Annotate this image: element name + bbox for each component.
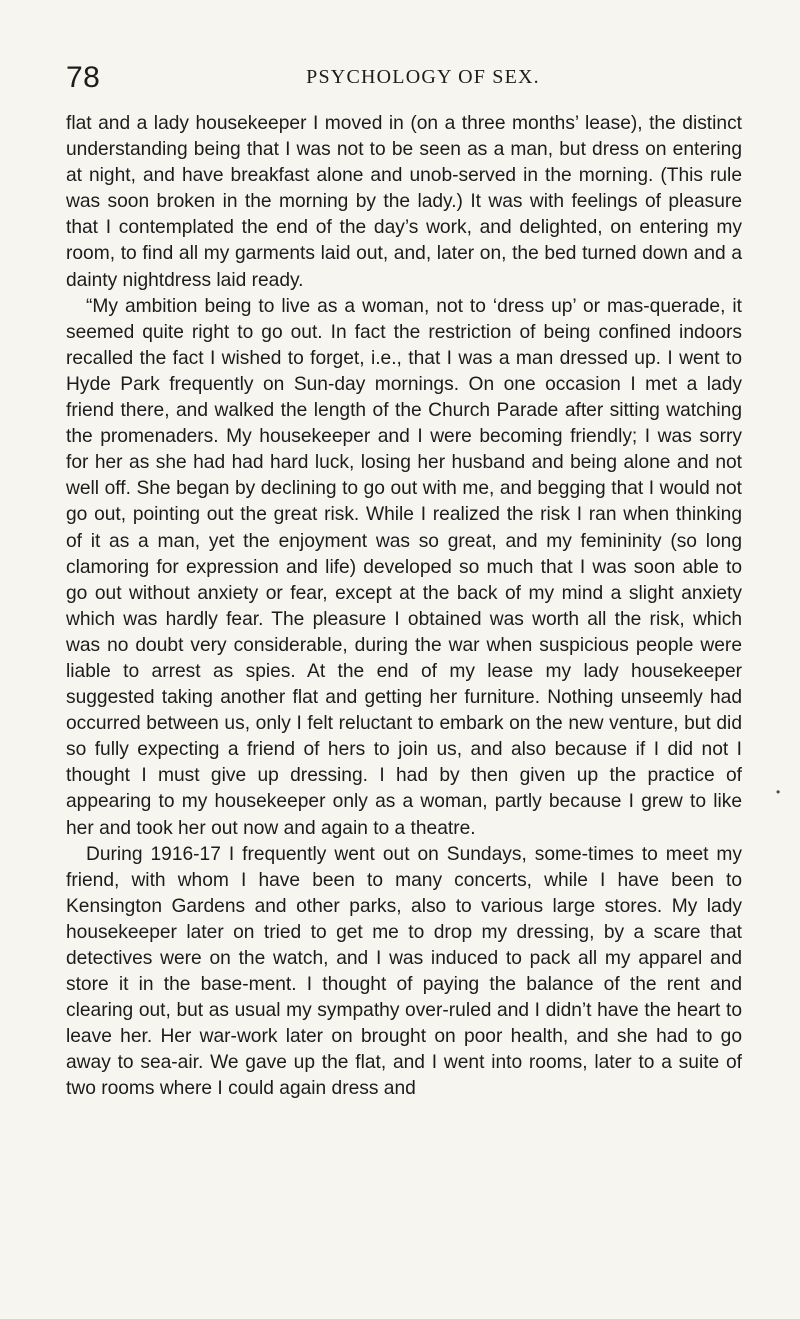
page-number: 78 [66,61,101,94]
paragraph-continued: flat and a lady housekeeper I moved in (on a three months’ lease), the distinct understanding being that I was not to be seen as a man, but dress on entering at night, and have breakfast alone and unob-served in the morning. (This rule was soon broken in the morning by the lady.) It was with feelings of pleasure that I contemplated the end of the day’s work, and delighted, on entering my room, to find all my garments laid out, and, later on, the bed turned down and a dainty nightdress laid ready. [66,113,742,291]
running-title: PSYCHOLOGY OF SEX. [306,66,540,88]
paragraph-quoted: “My ambition being to live as a woman, not to ‘dress up’ or mas-querade, it seemed quite right to go out. In fact the restriction of being confined indoors recalled the fact I wished to forget, i.e., that I was a man dressed up. I went to Hyde Park frequently on Sun-day mornings. On one occasion I met a lady friend there, and walked the length of the Church Parade after sitting watching the promenaders. My housekeeper and I were becoming friendly; I was sorry for her as she had had hard luck, losing her husband and being alone and not well off. She began by declining to go out with me, and begging that I would not go out, pointing out the great risk. While I realized the risk I ran when thinking of it as a man, yet the enjoyment was so great, and my femininity (so long clamoring for expression and life) developed so much that I was soon able to go out without anxiety or fear, except at the back of my mind a slight anxiety which was hardly fear. The pleasure I obtained was worth all the risk, which was no doubt very considerable, during the war when suspicious people were liable to arrest as spies. At the end of my lease my lady housekeeper suggested taking another flat and getting her furniture. Nothing unseemly had occurred between us, only I felt reluctant to embark on the new venture, but did so fully expecting a friend of hers to join us, and also because if I did not I thought I must give up dressing. I had by then given up the practice of appearing to my housekeeper only as a woman, partly because I grew to like her and took her out now and again to a theatre. [66,295,742,839]
running-head [66,60,740,100]
paragraph: During 1916-17 I frequently went out on Sundays, some-times to meet my friend, with whom I have been to many concerts, while I have been to Kensington Gardens and other parks, also to various large stores. My lady housekeeper later on tried to get me to drop my dressing, by a scare that detectives were on the watch, and I was induced to pack all my apparel and store it in the base-ment. I thought of paying the balance of the rent and clearing out, but as usual my sympathy over-ruled and I didn’t have the heart to leave her. Her war-work later on brought on poor health, and she had to go away to sea-air. We gave up the flat, and I went into rooms, later to a suite of two rooms where I could again dress and [66,843,742,1100]
margin-mark: • [776,785,781,799]
body-text [66,111,742,1103]
